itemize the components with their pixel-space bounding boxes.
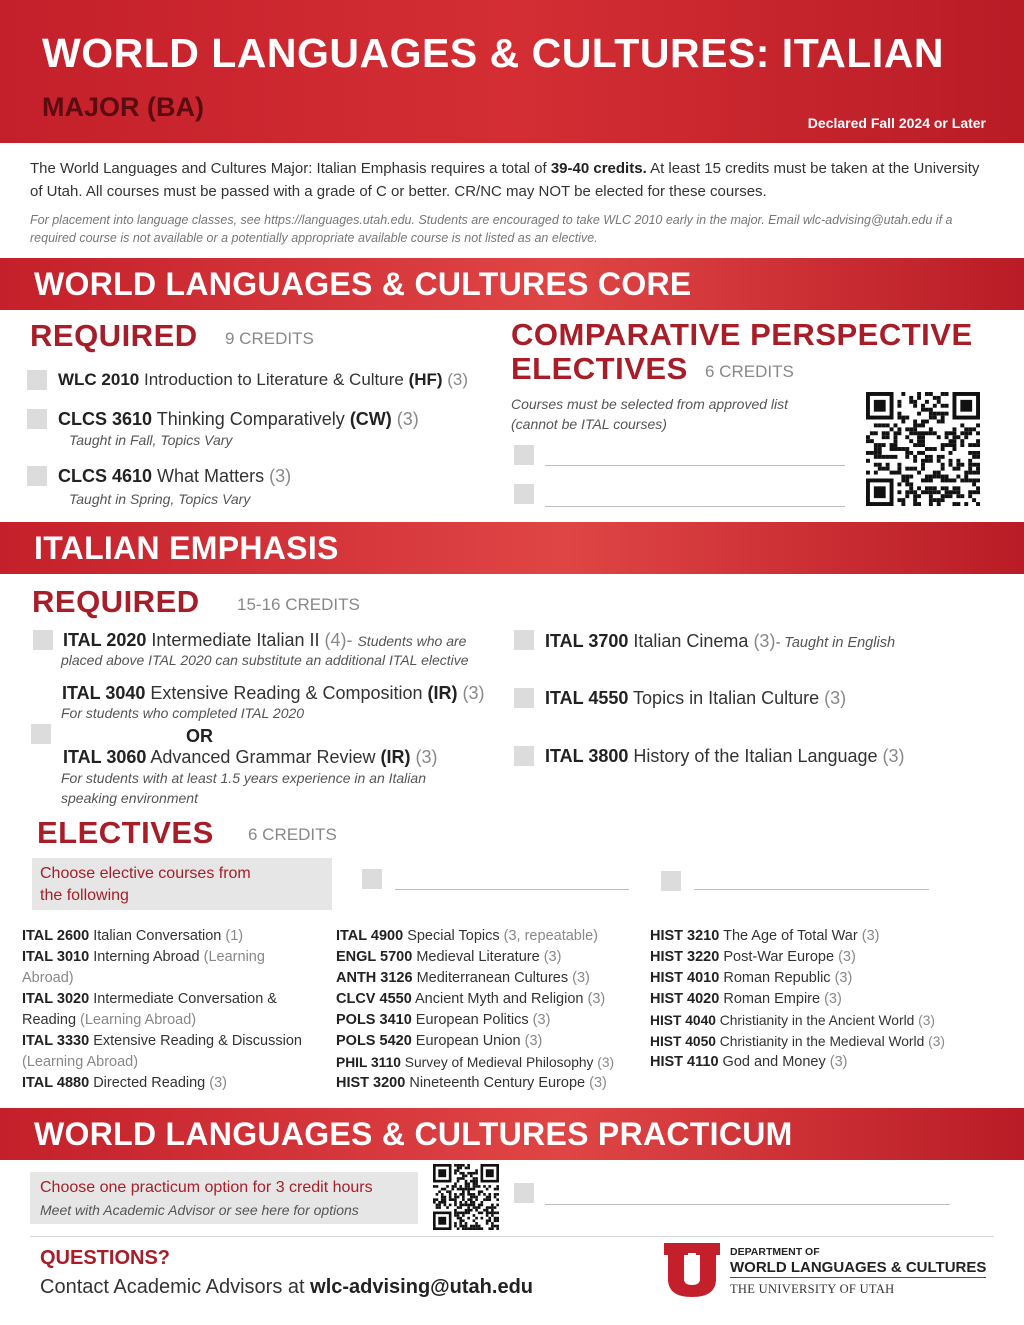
list-item: ITAL 4900 Special Topics (3, repeatable) xyxy=(336,928,598,944)
intro-note: For placement into language classes, see https://languages.utah.edu. Students are encouraged to take WLC 2010 early in the major. Email wlc-advising@utah.edu if a required course is not available or a potentially appropriate available course is not listed as an elective. xyxy=(30,213,953,245)
course-wlc-2010: WLC 2010 Introduction to Literature & Culture (HF) (3) xyxy=(58,370,469,389)
core-band-title: WORLD LANGUAGES & CULTURES CORE xyxy=(34,266,692,302)
intro-text: The World Languages and Cultures Major: Italian Emphasis requires a total of 39-40 credits. At least 15 credits must be taken at the University of Utah. All courses must be passed with a grade of C or better. CR/NC may NOT be elected for these courses. xyxy=(30,160,980,200)
electives-column-2 xyxy=(336,926,614,1094)
checkbox[interactable] xyxy=(514,746,534,766)
core-required-title: REQUIRED xyxy=(30,318,198,353)
dept-name: WORLD LANGUAGES & CULTURES xyxy=(730,1259,987,1276)
list-item: HIST 3220 Post-War Europe (3) xyxy=(650,949,856,965)
emphasis-band-title: ITALIAN EMPHASIS xyxy=(34,530,339,566)
emphasis-required-credits: 15-16 CREDITS xyxy=(237,595,360,614)
comparative-credits: 6 CREDITS xyxy=(705,362,794,381)
practicum-band-title: WORLD LANGUAGES & CULTURES PRACTICUM xyxy=(34,1116,793,1152)
course-note: placed above ITAL 2020 can substitute an additional ITAL elective xyxy=(61,652,469,668)
page-subtitle: MAJOR (BA) xyxy=(42,92,204,122)
divider xyxy=(30,1236,994,1237)
list-item: Reading (Learning Abroad) xyxy=(22,1012,197,1028)
u-logo-icon xyxy=(664,1243,720,1299)
course-ital-3060: ITAL 3060 Advanced Grammar Review (IR) (3) xyxy=(63,747,438,767)
checkbox[interactable] xyxy=(661,871,681,891)
checkbox[interactable] xyxy=(514,445,534,465)
emphasis-required-title: REQUIRED xyxy=(32,584,200,619)
list-item: HIST 4010 Roman Republic (3) xyxy=(650,970,853,986)
list-item: ITAL 3010 Interning Abroad (Learning xyxy=(22,949,265,965)
checkbox[interactable] xyxy=(514,630,534,650)
list-item: CLCV 4550 Ancient Myth and Religion (3) xyxy=(336,991,606,1007)
write-in-line[interactable] xyxy=(694,889,929,890)
practicum-meet: Meet with Academic Advisor or see here for options xyxy=(40,1202,359,1218)
comparative-note-2: (cannot be ITAL courses) xyxy=(511,416,667,432)
electives-choose: Choose elective courses from xyxy=(40,865,251,882)
course-note: Taught in Fall, Topics Vary xyxy=(69,432,233,448)
list-item: PHIL 3110 Survey of Medieval Philosophy (3) xyxy=(336,1055,615,1070)
checkbox[interactable] xyxy=(31,724,51,744)
electives-column-3 xyxy=(650,926,945,1073)
comparative-title: COMPARATIVE PERSPECTIVE xyxy=(511,317,973,352)
list-item: ITAL 2600 Italian Conversation (1) xyxy=(22,928,244,944)
course-note: For students who completed ITAL 2020 xyxy=(61,705,305,721)
electives-credits: 6 CREDITS xyxy=(248,825,337,844)
comparative-note: Courses must be selected from approved list xyxy=(511,396,789,412)
electives-info-box xyxy=(32,858,332,910)
or-label: OR xyxy=(186,726,213,746)
list-item: (Learning Abroad) xyxy=(22,1054,139,1070)
qr-code-icon[interactable] xyxy=(866,392,980,506)
write-in-line[interactable] xyxy=(545,506,845,507)
list-item: ITAL 3020 Intermediate Conversation & xyxy=(22,991,277,1007)
write-in-line[interactable] xyxy=(395,889,629,890)
list-item: Abroad) xyxy=(22,970,74,986)
course-note: For students with at least 1.5 years experience in an Italian xyxy=(61,770,426,786)
course-clcs-4610: CLCS 4610 What Matters (3) xyxy=(58,466,292,486)
list-item: HIST 3200 Nineteenth Century Europe (3) xyxy=(336,1075,607,1091)
list-item: HIST 4020 Roman Empire (3) xyxy=(650,991,842,1007)
electives-title: ELECTIVES xyxy=(37,815,214,850)
write-in-line[interactable] xyxy=(545,1204,950,1205)
course-clcs-3610: CLCS 3610 Thinking Comparatively (CW) (3) xyxy=(58,409,419,429)
list-item: ITAL 4880 Directed Reading (3) xyxy=(22,1075,227,1091)
checkbox[interactable] xyxy=(27,409,47,429)
page-title: WORLD LANGUAGES & CULTURES: ITALIAN xyxy=(42,30,944,76)
course-ital-2020: ITAL 2020 Intermediate Italian II (4)- Students who are xyxy=(63,630,467,650)
contact-email-link[interactable]: wlc-advising@utah.edu xyxy=(310,1276,534,1298)
list-item: POLS 5420 European Union (3) xyxy=(336,1033,543,1049)
list-item: ITAL 3330 Extensive Reading & Discussion xyxy=(22,1033,302,1049)
dept-of: DEPARTMENT OF xyxy=(730,1246,820,1258)
course-ital-3700: ITAL 3700 Italian Cinema (3)- Taught in English xyxy=(545,631,896,651)
course-note: Taught in Spring, Topics Vary xyxy=(69,491,251,507)
comparative-title-2: ELECTIVES xyxy=(511,351,688,386)
list-item: ANTH 3126 Mediterranean Cultures (3) xyxy=(336,970,590,986)
checkbox[interactable] xyxy=(514,484,534,504)
electives-column-1 xyxy=(22,926,302,1094)
checkbox[interactable] xyxy=(362,869,382,889)
practicum-choose: Choose one practicum option for 3 credit hours xyxy=(40,1179,373,1196)
course-ital-3040: ITAL 3040 Extensive Reading & Composition (IR) (3) xyxy=(62,683,485,703)
checkbox[interactable] xyxy=(27,466,47,486)
list-item: HIST 4050 Christianity in the Medieval World (3) xyxy=(650,1034,945,1049)
electives-choose-2: the following xyxy=(40,887,129,904)
qr-code-icon[interactable] xyxy=(433,1164,499,1230)
checkbox[interactable] xyxy=(514,1183,534,1203)
course-ital-3800: ITAL 3800 History of the Italian Language (3) xyxy=(545,746,905,766)
list-item: ENGL 5700 Medieval Literature (3) xyxy=(336,949,562,965)
core-required-credits: 9 CREDITS xyxy=(225,329,314,348)
university-name: THE UNIVERSITY OF UTAH xyxy=(730,1282,895,1296)
questions-heading: QUESTIONS? xyxy=(40,1247,171,1269)
list-item: HIST 4110 God and Money (3) xyxy=(650,1054,848,1070)
list-item: HIST 3210 The Age of Total War (3) xyxy=(650,928,880,944)
write-in-line[interactable] xyxy=(545,465,845,466)
list-item: POLS 3410 European Politics (3) xyxy=(336,1012,551,1028)
university-logo xyxy=(664,1243,720,1299)
contact-line: Contact Academic Advisors at wlc-advising@utah.edu xyxy=(40,1276,534,1298)
list-item: HIST 4040 Christianity in the Ancient World (3) xyxy=(650,1013,936,1028)
checkbox[interactable] xyxy=(27,370,47,390)
declared-note: Declared Fall 2024 or Later xyxy=(807,115,986,131)
checkbox[interactable] xyxy=(514,688,534,708)
course-note: speaking environment xyxy=(61,790,198,806)
course-ital-4550: ITAL 4550 Topics in Italian Culture (3) xyxy=(545,688,847,708)
practicum-info-box xyxy=(30,1172,418,1224)
checkbox[interactable] xyxy=(33,630,53,650)
